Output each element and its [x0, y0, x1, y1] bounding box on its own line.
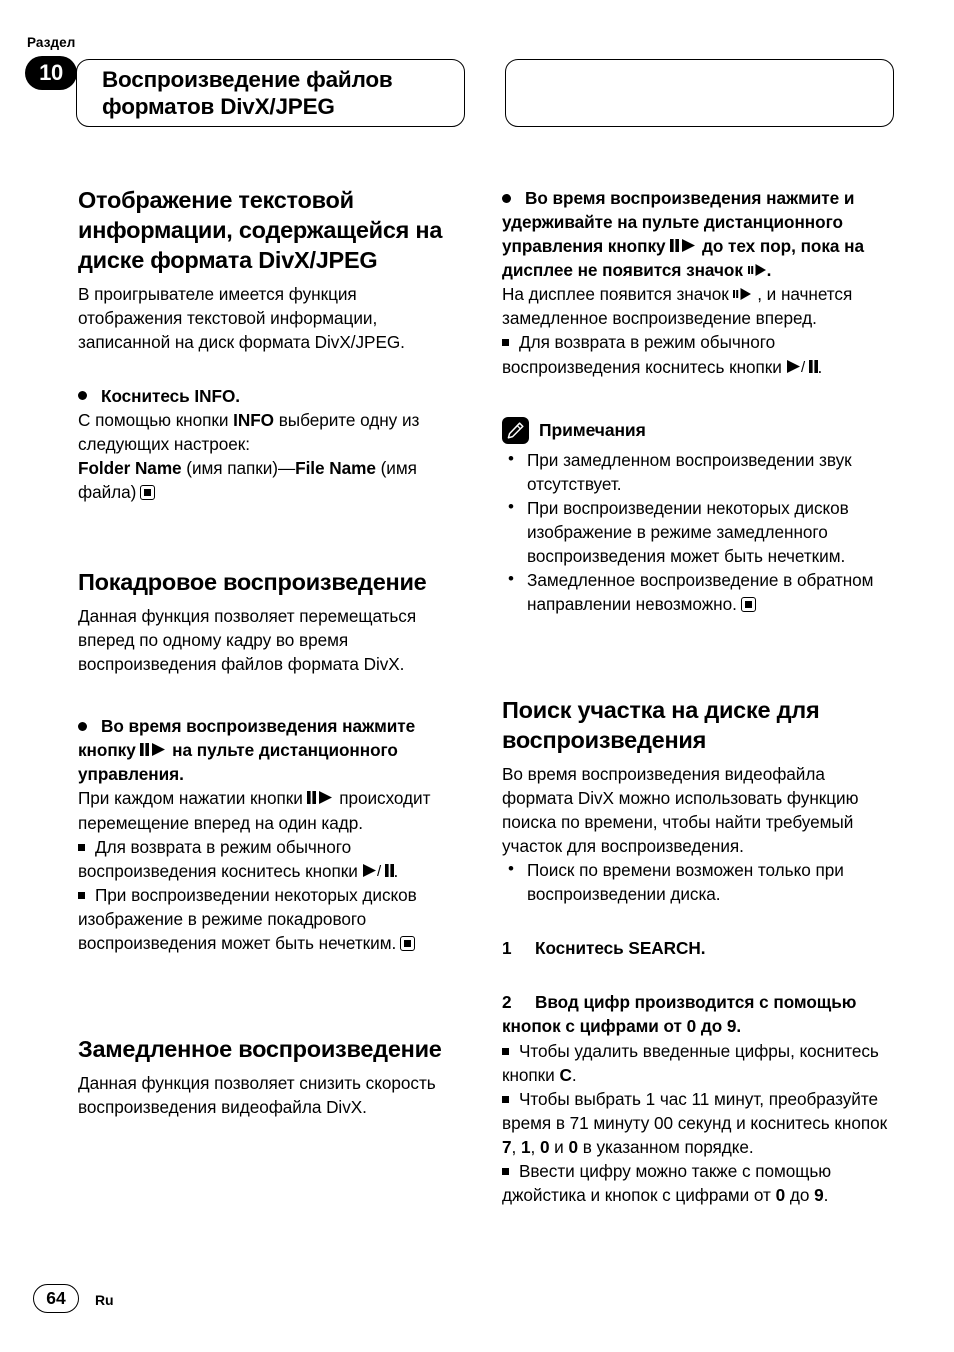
setting-file-name: File Name — [295, 458, 376, 478]
section-intro-slow-motion: Данная функция позволяет снизить скорость воспроизведения видеофайла DivX. — [78, 1072, 436, 1117]
clear-key-label: C — [559, 1064, 572, 1085]
round-bullet-icon — [78, 391, 87, 400]
step-2-part1: Ввод цифр производится с помощью кнопок с цифрами от — [502, 992, 857, 1037]
slow-desc-part1: На дисплее появится значок — [502, 284, 734, 305]
list-item: • Поиск по времени возможен только при воспроизведении диска. — [502, 858, 889, 906]
section-heading-disc-search: Поиск участка на диске для воспроизведения — [502, 697, 820, 754]
key-7: 7 — [502, 1136, 512, 1157]
slow-motion-icon — [748, 263, 767, 277]
slow-note1-part2: . — [817, 356, 823, 377]
step-2-number: 2 — [502, 992, 512, 1013]
language-code: Ru — [95, 1292, 114, 1308]
key-0-b: 0 — [568, 1136, 578, 1157]
page-footer — [0, 1262, 954, 1352]
frame-note2-text: При воспроизведении некоторых дисков изображение в режиме покадрового воспроизведения может быть нечетким. — [78, 884, 417, 953]
sub2-part2: в указанном порядке. — [577, 1136, 754, 1157]
slow-action-part2: до тех пор, пока на дисплее не появится значок — [502, 236, 864, 281]
section-label: Раздел — [27, 35, 76, 50]
pause-play-icon — [307, 790, 334, 805]
frame-step-description — [78, 786, 465, 834]
pause-play-icon — [140, 742, 167, 757]
section-intro-disc-search: Во время воспроизведения видеофайла формата DivX можно использовать функцию поиска по времени, чтобы найти требуемый участок для воспроизведения. — [502, 763, 859, 857]
sub3-part3: . — [823, 1185, 829, 1206]
step-2-part2: до — [696, 1016, 727, 1037]
page-number-badge: 64 — [33, 1284, 79, 1313]
info-desc-part1: С помощью кнопки — [78, 409, 234, 430]
notes-list — [502, 448, 889, 617]
square-bullet-icon — [502, 1096, 509, 1103]
slow-desc-part2: , и начнется замедленное воспроизведение вперед. — [502, 284, 853, 329]
action-frame-step-part2: на пульте дистанционного управления. — [78, 740, 398, 785]
key-0-a: 0 — [539, 1136, 550, 1157]
sub2-sep1: , — [511, 1136, 521, 1157]
info-keyword: INFO — [233, 409, 274, 430]
info-desc-part2: выберите одну из следующих настроек: — [78, 409, 420, 454]
page-header — [0, 0, 954, 150]
svg-text:/: / — [800, 358, 805, 374]
notes-label: Примечания — [539, 419, 646, 440]
step-2-digit-nine: 9 — [726, 1016, 737, 1037]
square-bullet-icon — [502, 1168, 509, 1175]
step-1-number: 1 — [502, 938, 512, 959]
step-1-touch-search — [502, 936, 889, 960]
square-bullet-icon — [502, 339, 509, 346]
search-note-time-example — [502, 1087, 889, 1159]
round-bullet-icon — [502, 194, 511, 203]
slow-motion-description — [502, 282, 889, 330]
page-title: Воспроизведение файлов форматов DivX/JPEG — [102, 67, 393, 119]
sub3-digit-nine: 9 — [814, 1185, 824, 1206]
section-heading-slow-motion: Замедленное воспроизведение — [78, 1036, 442, 1063]
sub2-sep3: и — [549, 1136, 569, 1157]
action-frame-step-part1: Во время воспроизведения нажмите кнопку — [78, 716, 416, 761]
end-of-topic-icon — [400, 936, 415, 951]
frame-note-return-normal — [78, 835, 465, 883]
left-column — [78, 186, 465, 1119]
setting-file-name-ru: (имя файла) — [78, 458, 417, 503]
sub1-part2: . — [571, 1064, 577, 1085]
section-number-badge: 10 — [25, 56, 77, 90]
list-item: • При замедленном воспроизведении звук отсутствует. — [502, 448, 889, 496]
play-pause-icon — [787, 359, 818, 374]
frame-desc-part2: происходит перемещение вперед на один кадр. — [78, 788, 431, 833]
svg-text:/: / — [376, 862, 381, 878]
round-bullet-icon — [78, 722, 87, 731]
right-column — [502, 186, 889, 1207]
step-1-label: Коснитесь SEARCH. — [535, 938, 706, 959]
slow-motion-icon — [733, 287, 752, 301]
slow-action-part1: Во время воспроизведения нажмите и удерживайте на пульте дистанционного управления кнопку — [502, 188, 855, 257]
pencil-icon — [502, 417, 529, 444]
pause-play-icon — [670, 238, 697, 253]
square-bullet-icon — [502, 1048, 509, 1055]
setting-folder-name-ru: (имя папки)— — [181, 458, 296, 478]
notes-header — [502, 417, 889, 444]
step-2-digit-zero: 0 — [686, 1016, 697, 1037]
section-intro-frame-by-frame: Данная функция позволяет перемещаться вперед по одному кадру во время воспроизведения файлов формата DivX. — [78, 606, 417, 675]
square-bullet-icon — [78, 844, 85, 851]
step-2-enter-digits — [502, 990, 889, 1038]
sub3-part1: Ввести цифру можно также с помощью джойстика и кнопок с цифрами от — [502, 1160, 832, 1206]
header-right-empty-box — [505, 59, 894, 127]
frame-note1-part2: . — [393, 860, 399, 881]
action-touch-info-label: Коснитесь INFO. — [101, 385, 240, 406]
sub1-part1: Чтобы удалить введенные цифры, коснитесь кнопки — [502, 1040, 879, 1085]
end-of-topic-icon — [140, 485, 155, 500]
slow-note1-part1: Для возврата в режим обычного воспроизведения коснитесь кнопки — [502, 332, 787, 377]
action-info-description — [78, 408, 465, 456]
action-touch-info — [78, 384, 465, 408]
note-item-text: Замедленное воспроизведение в обратном направлении невозможно. — [527, 570, 874, 615]
sub2-sep2: , — [530, 1136, 540, 1157]
chapter-title-box — [76, 59, 465, 127]
square-bullet-icon — [78, 892, 85, 899]
frame-note1-part1: Для возврата в режим обычного воспроизведения коснитесь кнопки — [78, 836, 363, 881]
search-note-joystick-entry — [502, 1159, 889, 1207]
frame-note-blurry — [78, 883, 465, 955]
slow-action-part3: . — [766, 260, 772, 281]
setting-folder-name: Folder Name — [78, 458, 182, 478]
settings-options-line — [78, 456, 465, 504]
frame-desc-part1: При каждом нажатии кнопки — [78, 788, 308, 809]
list-item — [502, 568, 889, 616]
slow-note-return-normal — [502, 330, 889, 378]
key-1: 1 — [520, 1136, 531, 1157]
section-heading-frame-by-frame: Покадровое воспроизведение — [78, 569, 427, 596]
end-of-topic-icon — [741, 597, 756, 612]
action-frame-step — [78, 714, 465, 786]
sub2-part1: Чтобы выбрать 1 час 11 минут, преобразуйте время в 71 минуту 00 секунд и коснитесь кнопок — [502, 1088, 888, 1133]
search-note-clear-digits — [502, 1039, 889, 1087]
play-pause-icon — [363, 863, 394, 878]
list-item: • При воспроизведении некоторых дисков изображение в режиме замедленного воспроизведения может быть нечетким. — [502, 496, 889, 568]
action-slow-motion — [502, 186, 889, 282]
section-intro-text-info: В проигрывателе имеется функция отображения текстовой информации, записанной на диск формата DivX/JPEG. — [78, 283, 405, 352]
sub3-part2: до — [785, 1185, 815, 1206]
step-2-part3: . — [736, 1016, 742, 1037]
sub3-digit-zero: 0 — [775, 1185, 786, 1206]
section-heading-text-info: Отображение текстовой информации, содержащейся на диске формата DivX/JPEG — [78, 187, 443, 273]
disc-search-notes — [502, 858, 889, 906]
